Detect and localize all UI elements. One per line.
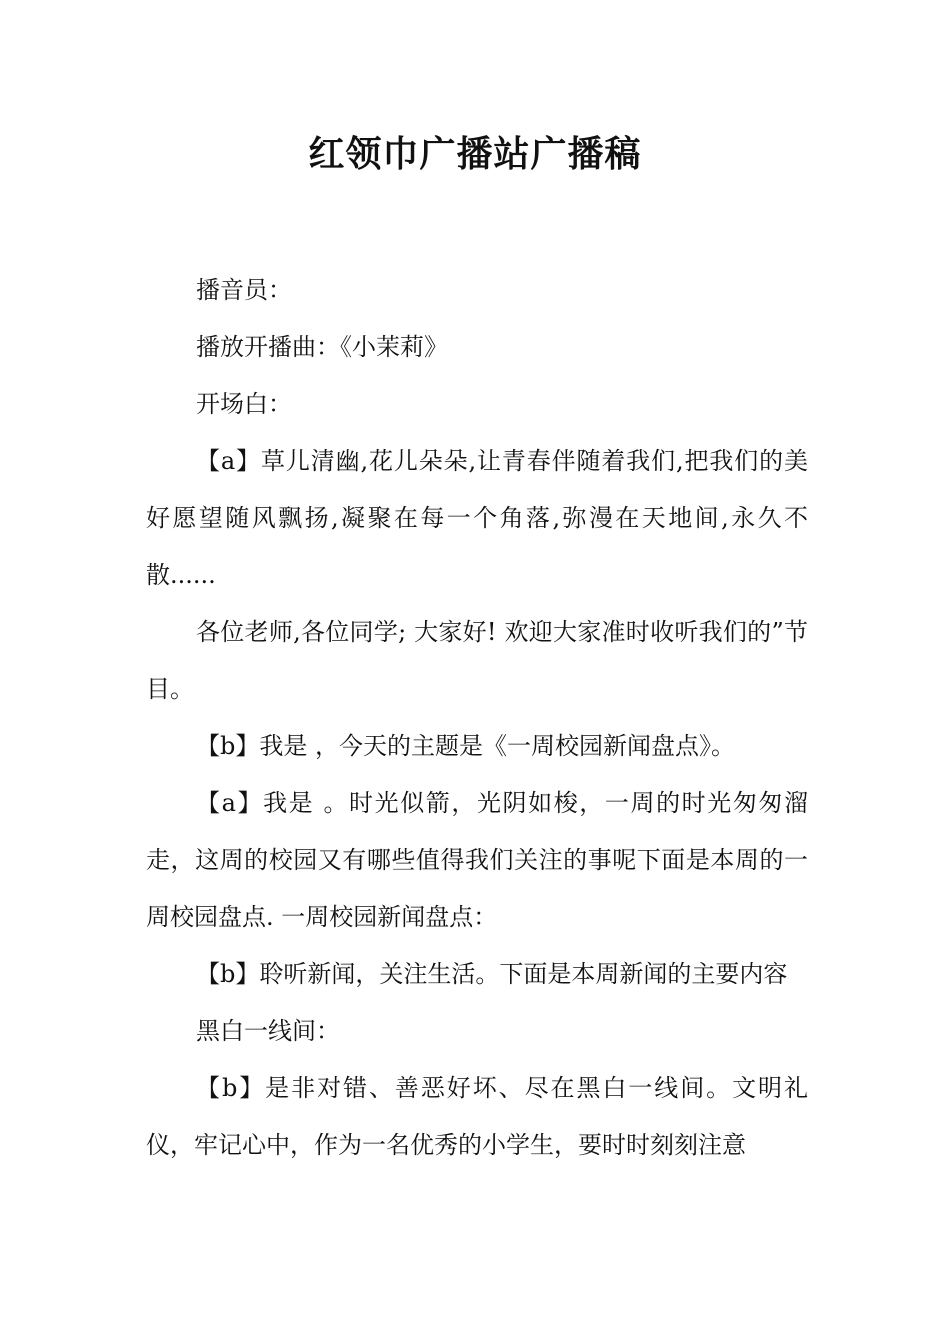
paragraph-host-a-opening: 【a】草儿清幽,花儿朵朵,让青春伴随着我们,把我们的美好愿望随风飘扬,凝聚在每一个角落,弥漫在天地间,永久不散...... <box>146 447 808 589</box>
document-body <box>146 262 808 1174</box>
paragraph-host-a-intro: 【a】我是 。时光似箭，光阴如梭，一周的时光匆匆溜走，这周的校园又有哪些值得我们关注的事呢下面是本周的一周校园盘点. 一周校园新闻盘点： <box>146 789 808 931</box>
paragraph-host-b-intro: 【b】我是 ，今天的主题是《一周校园新闻盘点》。 <box>196 732 735 760</box>
paragraph-opening-label: 开场白： <box>196 390 292 418</box>
paragraph-news-intro: 【b】聆听新闻，关注生活。下面是本周新闻的主要内容 <box>196 960 788 988</box>
paragraph-greeting: 各位老师,各位同学; 大家好! 欢迎大家准时收听我们的”节目。 <box>146 618 808 703</box>
paragraph-opening-song: 播放开播曲：《小茉莉》 <box>196 333 448 361</box>
document-title: 红领巾广播站广播稿 <box>308 133 642 175</box>
paragraph-section-heading: 黑白一线间： <box>196 1017 340 1045</box>
paragraph-announcer: 播音员： <box>196 276 292 304</box>
paragraph-section-content: 【b】是非对错、善恶好坏、尽在黑白一线间。文明礼仪，牢记心中，作为一名优秀的小学生，要时时刻刻注意 <box>146 1074 808 1159</box>
